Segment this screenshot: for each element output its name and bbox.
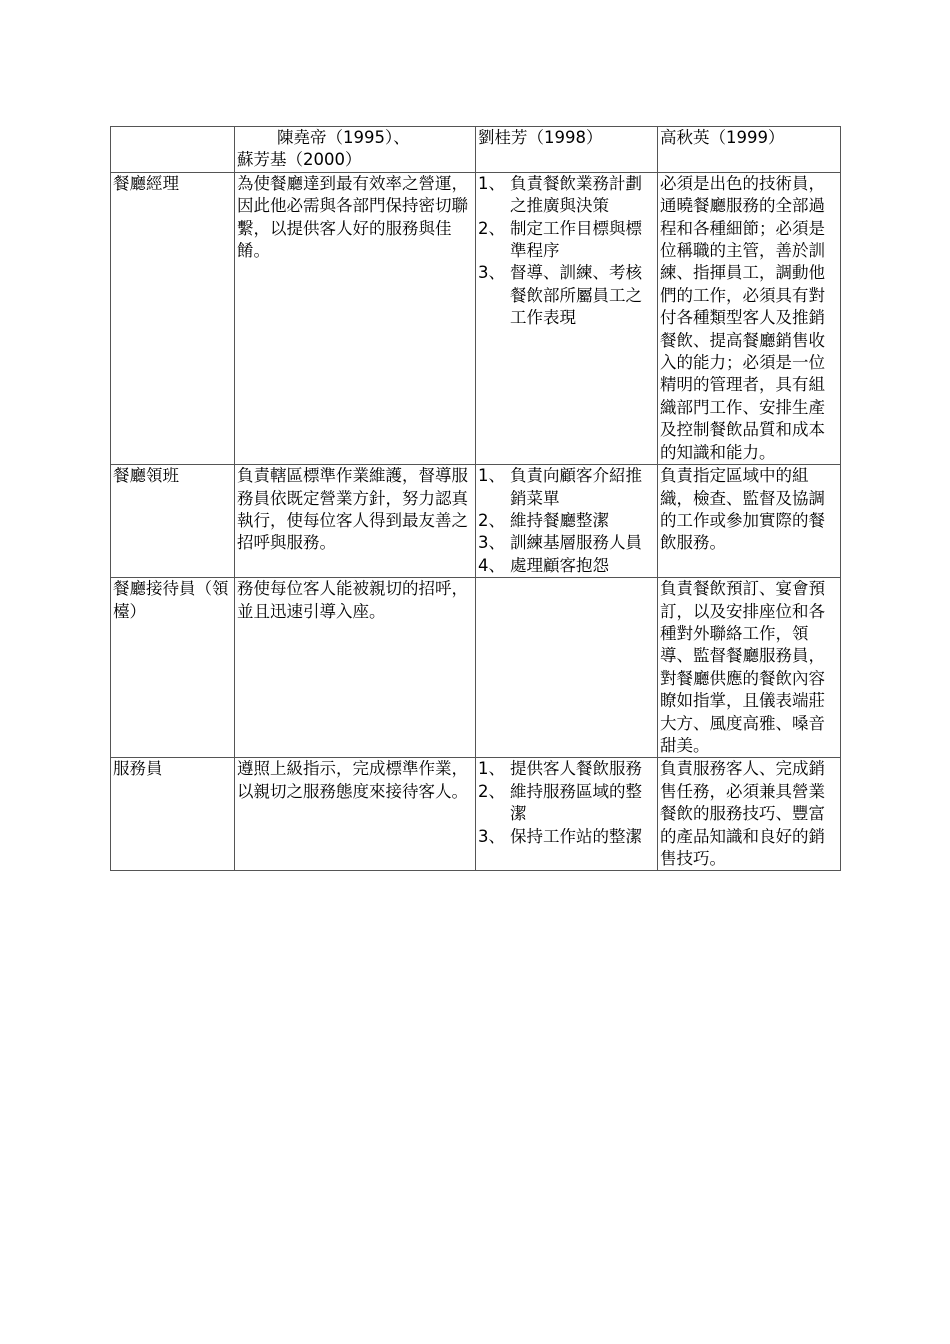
list-item-number: 4、 [478, 555, 505, 575]
list-item-number: 1、 [478, 759, 505, 779]
list-item [478, 826, 655, 848]
liu-cell [476, 758, 658, 871]
header-liu: 劉桂芳（1998） [476, 127, 658, 173]
list-item [478, 173, 655, 218]
list-item [478, 555, 655, 577]
header-chen-label: 陳堯帝（1995）、 [277, 128, 410, 147]
header-kao: 高秋英（1999） [658, 127, 841, 173]
header-chen-su [235, 127, 476, 173]
list-item-text: 訓練基層服務人員 [510, 533, 642, 553]
list-item-number: 2、 [478, 218, 505, 238]
liu-cell [476, 172, 658, 464]
kao-cell: 負責服務客人、完成銷售任務，必須兼具營業餐飲的服務技巧、豐富的產品知識和良好的銷售技巧。 [658, 758, 841, 871]
list-item [478, 532, 655, 554]
list-item [478, 781, 655, 826]
header-empty-cell [111, 127, 235, 173]
chen-su-cell: 為使餐廳達到最有效率之營運，因此他必需與各部門保持密切聯繫，以提供客人好的服務與佳餚。 [235, 172, 476, 464]
role-cell: 餐廳經理 [111, 172, 235, 464]
list-item-text: 負責餐飲業務計劃之推廣與決策 [510, 173, 642, 216]
list-item [478, 758, 655, 780]
chen-su-cell: 遵照上級指示，完成標準作業，以親切之服務態度來接待客人。 [235, 758, 476, 871]
list-item-number: 3、 [478, 826, 505, 846]
list-item-text: 提供客人餐飲服務 [510, 759, 642, 779]
list-item-number: 3、 [478, 263, 505, 283]
chen-su-cell: 務使每位客人能被親切的招呼，並且迅速引導入座。 [235, 578, 476, 758]
kao-cell: 負責餐飲預訂、宴會預訂，以及安排座位和各種對外聯絡工作，領導、監督餐廳服務員，對餐廳供應的餐飲內容瞭如指掌，且儀表端莊大方、風度高雅、嗓音甜美。 [658, 578, 841, 758]
list-item-number: 2、 [478, 781, 505, 801]
list-item-text: 處理顧客抱怨 [510, 555, 609, 575]
list-item-number: 1、 [478, 466, 505, 486]
list-item-text: 制定工作目標與標準程序 [510, 218, 642, 261]
role-cell: 服務員 [111, 758, 235, 871]
duty-list [478, 173, 655, 330]
table-row-server [111, 758, 841, 871]
kao-cell: 負責指定區域中的組織，檢查、監督及協調的工作或參加實際的餐飲服務。 [658, 465, 841, 578]
table-row-manager [111, 172, 841, 464]
list-item-number: 1、 [478, 173, 505, 193]
liu-cell [476, 465, 658, 578]
table-row-host [111, 578, 841, 758]
list-item-text: 維持餐廳整潔 [510, 510, 609, 530]
list-item-text: 負責向顧客介紹推銷菜單 [510, 466, 642, 508]
duty-list [478, 758, 655, 848]
list-item-text: 維持服務區域的整潔 [510, 781, 642, 824]
role-cell: 餐廳領班 [111, 465, 235, 578]
table-row-captain [111, 465, 841, 578]
table-body [111, 172, 841, 871]
list-item [478, 262, 655, 329]
comparison-table [110, 126, 841, 871]
list-item [478, 218, 655, 263]
list-item-number: 2、 [478, 510, 505, 530]
chen-su-cell: 負責轄區標準作業維護，督導服務員依既定營業方針，努力認真執行，使每位客人得到最友善之招呼與服務。 [235, 465, 476, 578]
list-item-text: 督導、訓練、考核餐飲部所屬員工之工作表現 [510, 263, 642, 328]
header-row [111, 127, 841, 173]
duty-list [478, 465, 655, 577]
list-item [478, 465, 655, 510]
list-item-number: 3、 [478, 533, 505, 553]
liu-cell [476, 578, 658, 758]
kao-cell: 必須是出色的技術員，通曉餐廳服務的全部過程和各種細節；必須是位稱職的主管，善於訓練、指揮員工，調動他們的工作，必須具有對付各種類型客人及推銷餐飲、提高餐廳銷售收入的能力；必須是一位精明的管理者，具有組織部門工作、安排生產及控制餐飲品質和成本的知識和能力。 [658, 172, 841, 464]
list-item-text: 保持工作站的整潔 [510, 826, 642, 846]
header-su-label: 蘇芳基（2000） [237, 150, 362, 170]
list-item [478, 510, 655, 532]
role-cell: 餐廳接待員（領檯） [111, 578, 235, 758]
